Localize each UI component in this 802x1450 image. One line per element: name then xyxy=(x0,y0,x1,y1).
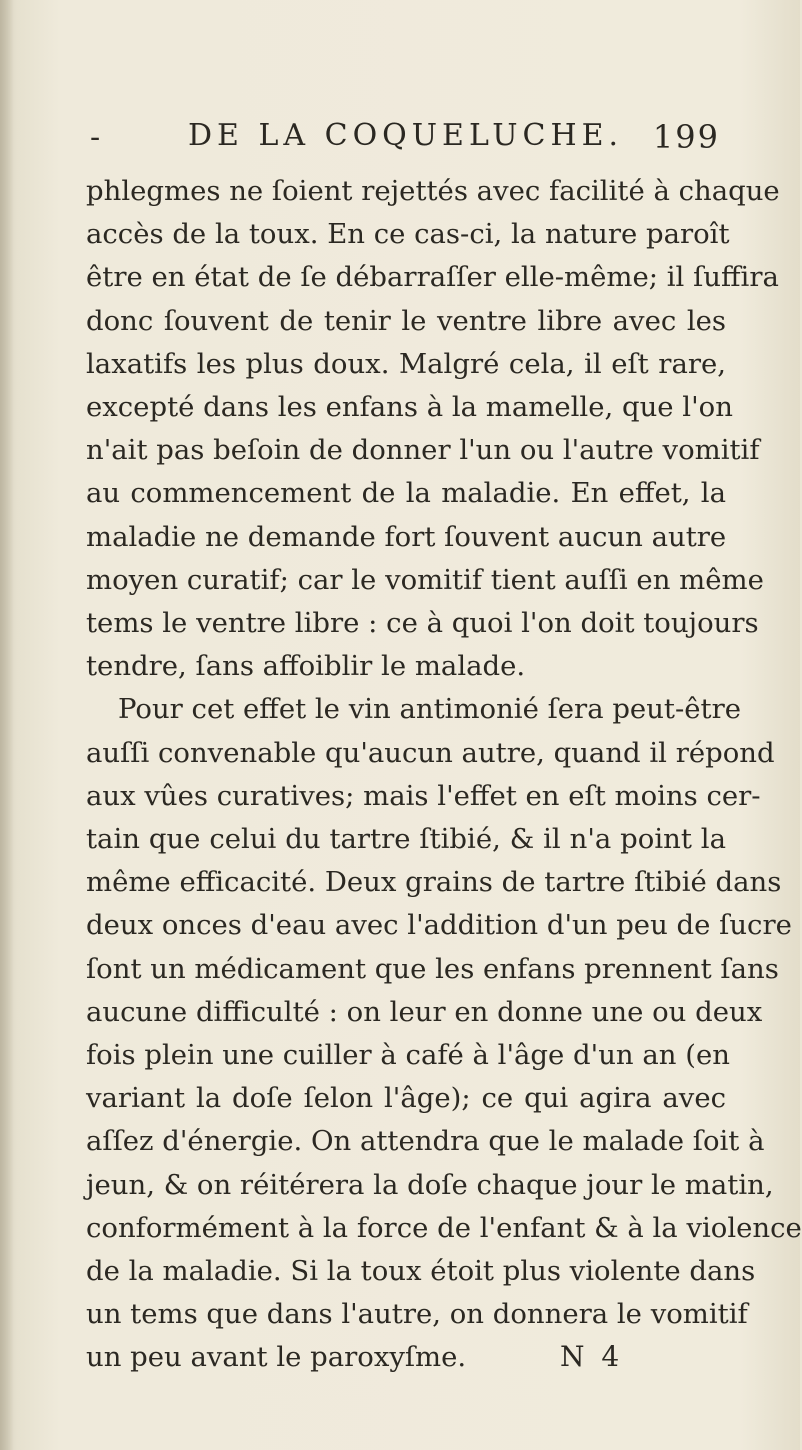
text-line: tems le ventre libre : ce à quoi l'on doit toujours xyxy=(86,607,759,640)
text-line: jeun, & on réitérera la doſe chaque jour le matin, xyxy=(86,1168,774,1201)
text-line: un tems que dans l'autre, on donnera le vomitif xyxy=(86,1298,748,1331)
text-line: aucune difficulté : on leur en donne une ou deux xyxy=(86,995,763,1028)
text-line: tendre, ſans affoiblir le malade. xyxy=(86,650,526,683)
text-line: maladie ne demande fort ſouvent aucun autre xyxy=(86,520,727,553)
text-line: de la maladie. Si la toux étoit plus violente dans xyxy=(86,1255,756,1288)
text-line: aux vûes curatives; mais l'effet en eſt moins cer- xyxy=(86,779,761,812)
spine-shadow xyxy=(0,0,14,1450)
text-line: accès de la toux. En ce cas-ci, la nature paroît xyxy=(86,218,730,251)
text-line: moyen curatif; car le vomitif tient auſſi en même xyxy=(86,563,764,596)
text-line: aſſez d'énergie. On attendra que le malade ſoit à xyxy=(86,1125,765,1158)
printer-signature: N 4 xyxy=(560,1340,624,1373)
text-line: excepté dans les enfans à la mamelle, que l'on xyxy=(86,391,733,424)
text-line: même efficacité. Deux grains de tartre ſtibié dans xyxy=(86,866,782,899)
page-header xyxy=(84,116,720,166)
text-line: au commencement de la maladie. En effet, la xyxy=(86,477,726,510)
text-line: donc ſouvent de tenir le ventre libre avec les xyxy=(86,304,726,337)
running-title: DE LA COQUELUCHE. xyxy=(188,118,624,153)
text-line: conformément à la force de l'enfant & à la violence xyxy=(86,1211,802,1244)
text-line: Pour cet effet le vin antimonié ſera peut-être xyxy=(118,693,742,726)
text-line: fois plein une cuiller à café à l'âge d'un an (en xyxy=(86,1039,730,1072)
text-line: tain que celui du tartre ſtibié, & il n'a point la xyxy=(86,823,726,856)
text-line: ſont un médicament que les enfans prennent ſans xyxy=(86,952,779,985)
text-line: un peu avant le paroxyſme. xyxy=(86,1341,467,1374)
header-dash: - xyxy=(90,120,106,155)
text-line: phlegmes ne ſoient rejettés avec facilité à chaque xyxy=(86,175,780,207)
text-line: deux onces d'eau avec l'addition d'un peu de ſucre xyxy=(86,909,792,942)
text-line: n'ait pas beſoin de donner l'un ou l'autre vomitif xyxy=(86,434,760,467)
page-number: 199 xyxy=(652,118,720,156)
text-line: auſſi convenable qu'aucun autre, quand il répond xyxy=(86,736,775,769)
text-line: être en état de ſe débarraſſer elle-même; il ſuffira xyxy=(86,261,779,294)
body-text xyxy=(86,170,802,1380)
text-line: laxatifs les plus doux. Malgré cela, il eſt rare, xyxy=(86,347,726,380)
text-line: variant la doſe ſelon l'âge); ce qui agira avec xyxy=(86,1082,726,1115)
